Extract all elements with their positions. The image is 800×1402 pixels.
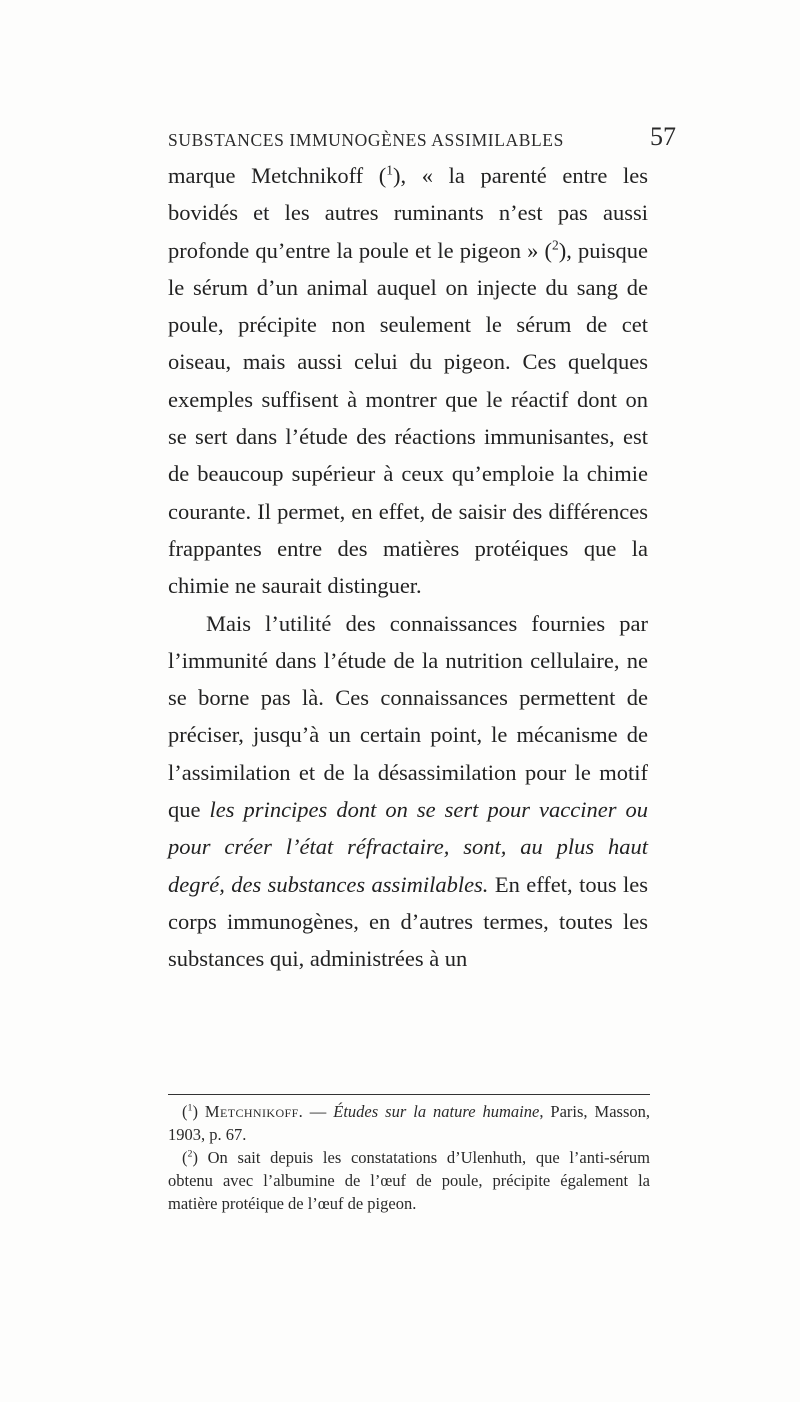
footnote-2-marker: 2 [187, 1148, 193, 1160]
footnote-2-text: On sait depuis les constatations d’Ulenhuth, que l’anti-sérum obtenu avec l’albumine de l’œuf de poule, précipite également la matière protéique de l’œuf de pigeon. [168, 1148, 650, 1213]
footnote-1: ($^1$) Metchnikoff. — Études sur la nature humaine, Paris, Masson, 1903, p. 67. [168, 1102, 651, 1144]
paragraph-1-part-b: ), « la parenté entre les bovidés et les autres ruminants n’est pas aussi profonde qu’entre la poule et le pigeon » ( [168, 163, 648, 263]
paragraph-2-part-b: En effet, tous les corps immunogènes, en d’autres termes, toutes les substances qui, administrées à un [168, 871, 648, 972]
footnote-1-marker: 1 [187, 1102, 193, 1114]
footnote-ref-1: 1 [386, 162, 394, 178]
main-text [168, 157, 648, 978]
footnote-1-rest: , Paris, Masson, 1903, p. 67. [168, 1102, 651, 1144]
running-title: SUBSTANCES IMMUNOGÈNES ASSIMILABLES [168, 130, 564, 150]
paragraph-2-italic: les principes dont on se sert pour vacciner ou pour créer l’état réfractaire, sont, au plus haut degré, des substances assimilables. [168, 797, 648, 897]
paragraph-1-part-c: ), puisque le sérum d’un animal auquel on injecte du sang de poule, précipite non seulement le sérum de cet oiseau, mais aussi celui du pigeon. Ces quelques exemples suffisent à montrer que le réactif dont on se sert dans l’étude des réactions immunisantes, est de beaucoup supérieur à ceux qu’emploie la chimie courante. Il permet, en effet, de saisir des différences frappantes entre des matières protéiques que la chimie ne saurait distinguer. [168, 237, 648, 599]
paragraph-1-part-a: marque Metchnikoff ( [168, 163, 387, 188]
paragraph-1 [168, 157, 648, 605]
footnote-2: ($^2$) On sait depuis les constatations d’Ulenhuth, que l’anti-sérum obtenu avec l’albumine de l’œuf de poule, précipite également la matière protéique de l’œuf de pigeon. [168, 1148, 650, 1213]
footnotes [168, 1100, 650, 1215]
footnote-ref-2: 2 [551, 237, 559, 253]
paragraph-2-part-a: Mais l’utilité des connaissances fournies par l’immunité dans l’étude de la nutrition cellulaire, ne se borne pas là. Ces connaissances permettent de préciser, jusqu’à un certain point, le mécanisme de l’assimilation et de la désassimilation pour le motif que [168, 610, 648, 823]
page-number: 57 [650, 122, 676, 151]
footnote-1-author: Metchnikoff [204, 1102, 299, 1121]
footnote-divider [168, 1094, 650, 1095]
footnote-1-dash: . — [298, 1102, 334, 1121]
paragraph-2 [168, 605, 648, 978]
footnote-1-title: Études sur la nature humaine [333, 1102, 540, 1121]
